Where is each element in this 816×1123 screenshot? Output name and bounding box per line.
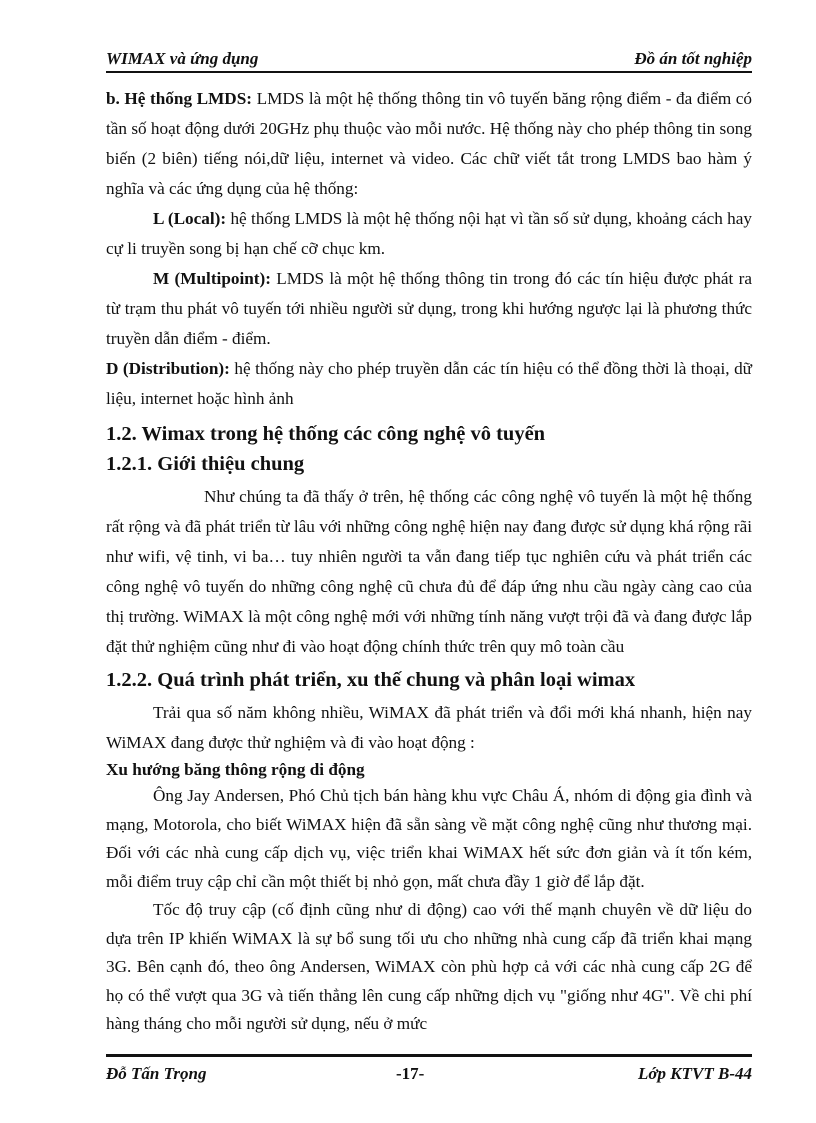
paragraph-multipoint-text: LMDS là một hệ thống thông tin trong đó các tín hiệu được phát ra từ trạm thu phát vô tuyến tới nhiều người sử dụng, trong khi hướng ngược lại là phương thức truyền dẫn điểm - điểm. <box>106 269 752 348</box>
paragraph-access-speed: Tốc độ truy cập (cố định cũng như di động) cao với thế mạnh chuyên về dữ liệu do dựa trên IP khiến WiMAX là sự bổ sung tối ưu cho những nhà cung cấp đã triển khai mạng 3G. Bên cạnh đó, theo ông Andersen, WiMAX còn phù hợp cả với các nhà cung cấp 2G để họ có thể vượt qua 3G và tiến thẳng lên cung cấp những dịch vụ "giống như 4G". Về chi phí hàng tháng cho mỗi người sử dụng, nếu ở mức <box>106 900 752 1033</box>
paragraph-multipoint <box>106 264 752 354</box>
paragraph-lmds <box>106 84 752 204</box>
page-header <box>106 47 752 73</box>
header-left-title: WIMAX và ứng dụng <box>106 49 259 68</box>
header-right-title: Đồ án tốt nghiệp <box>634 49 752 68</box>
paragraph-local <box>106 204 752 264</box>
footer-author: Đỗ Tấn Trọng <box>106 1064 207 1083</box>
paragraph-lmds-label: b. Hệ thống LMDS: <box>106 89 252 108</box>
subheading-mobile-broadband: Xu hướng băng thông rộng di động <box>106 760 365 779</box>
paragraph-multipoint-label: M (Multipoint): <box>153 269 271 288</box>
page-number: -17- <box>396 1064 425 1083</box>
paragraph-development: Trải qua số năm không nhiều, WiMAX đã phát triển và đổi mới khá nhanh, hiện nay WiMAX đang được thử nghiệm và đi vào hoạt động : <box>106 703 752 752</box>
paragraph-andersen: Ông Jay Andersen, Phó Chủ tịch bán hàng khu vực Châu Á, nhóm di động gia đình và mạng, Motorola, cho biết WiMAX hiện đã sẵn sàng về mặt công nghệ cũng như thương mại. Đối với các nhà cung cấp dịch vụ, việc triển khai WiMAX hết sức đơn giản và ít tốn kém, mỗi điểm truy cập chỉ cần một thiết bị nhỏ gọn, mất chưa đầy 1 giờ để lắp đặt. <box>106 786 752 891</box>
footer-class: Lớp KTVT B-44 <box>638 1064 752 1083</box>
paragraph-distribution-label: D (Distribution): <box>106 359 230 378</box>
page-body <box>106 84 752 1039</box>
footer-divider <box>106 1054 752 1057</box>
paragraph-lmds-text: LMDS là một hệ thống thông tin vô tuyến băng rộng điểm - đa điểm có tần số hoạt động dưới 20GHz phụ thuộc vào mỗi nước. Hệ thống này cho phép thông tin song biến (2 biên) tiếng nói,dữ liệu, internet và video. Các chữ viết tắt trong LMDS bao hàm ý nghĩa và các ứng dụng của hệ thống: <box>106 89 752 198</box>
heading-1-2: 1.2. Wimax trong hệ thống các công nghệ vô tuyến <box>106 423 546 445</box>
paragraph-intro: Như chúng ta đã thấy ở trên, hệ thống các công nghệ vô tuyến là một hệ thống rất rộng và đã phát triển từ lâu với những công nghệ hiện nay đang được sử dụng khá rộng rãi như wifi, vệ tinh, vi ba… tuy nhiên người ta vẫn đang tiếp tục nghiên cứu và phát triển các công nghệ vô tuyến do những công nghệ cũ chưa đủ để đáp ứng nhu cầu ngày càng cao của thị trường. WiMAX là một công nghệ mới với những tính năng vượt trội đã và đang được lắp đặt thử nghiệm cũng như đi vào hoạt động chính thức trên quy mô toàn cầu <box>106 487 752 656</box>
heading-1-2-2: 1.2.2. Quá trình phát triển, xu thế chung và phân loại wimax <box>106 669 636 691</box>
header-divider <box>106 71 752 73</box>
paragraph-local-text: hệ thống LMDS là một hệ thống nội hạt vì tần số sử dụng, khoảng cách hay cự li truyền song bị hạn chế cỡ chục km. <box>106 209 752 258</box>
paragraph-local-label: L (Local): <box>153 209 227 228</box>
heading-1-2-1: 1.2.1. Giới thiệu chung <box>106 453 305 475</box>
paragraph-distribution-text: hệ thống này cho phép truyền dẫn các tín hiệu có thể đồng thời là thoại, dữ liệu, internet hoặc hình ảnh <box>106 359 752 408</box>
page-footer <box>106 1064 752 1090</box>
paragraph-distribution <box>106 354 752 414</box>
